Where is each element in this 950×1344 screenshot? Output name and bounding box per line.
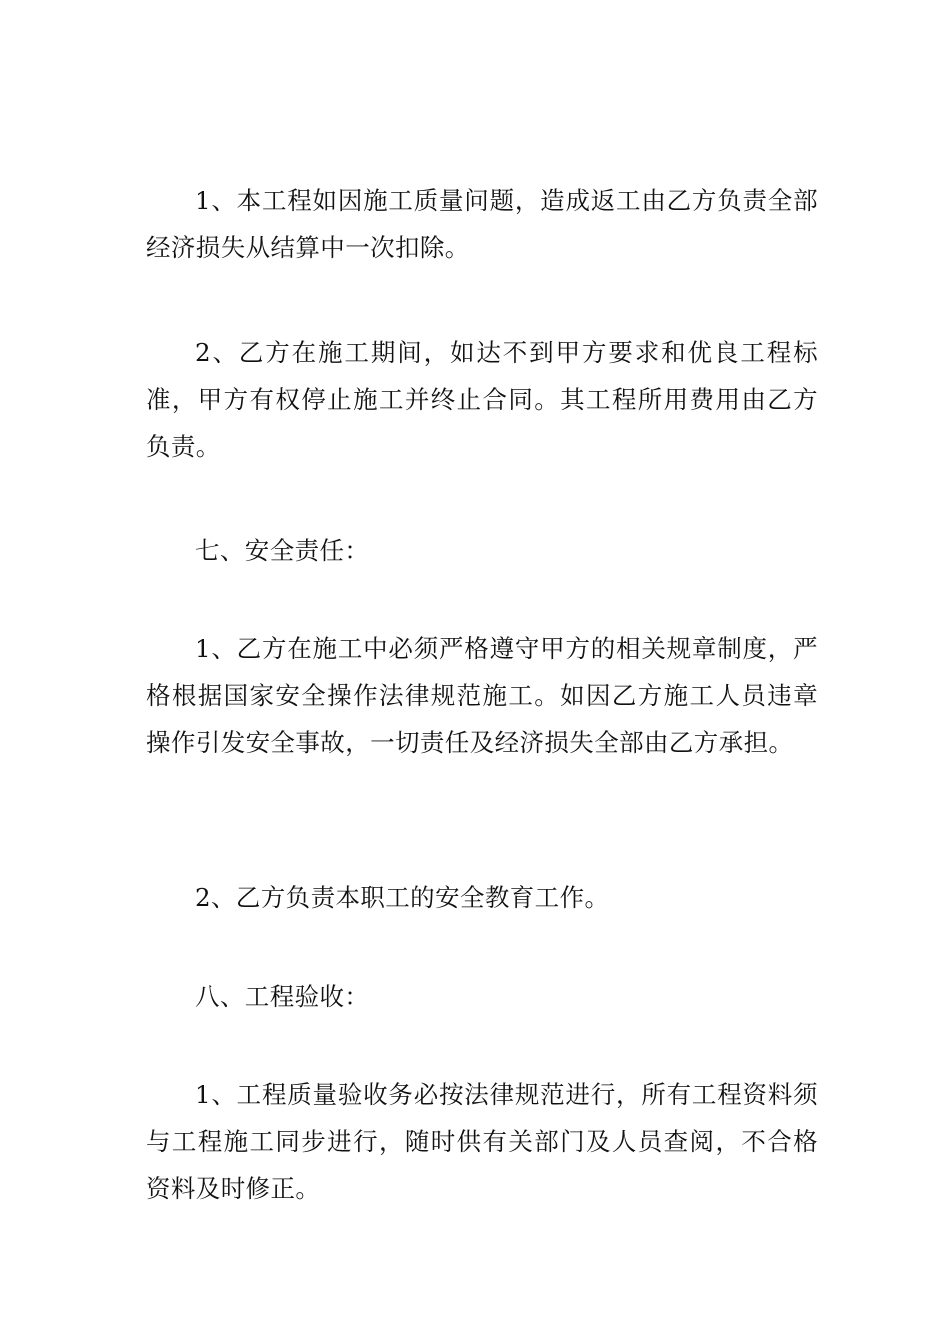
clause-standard-termination: 2、乙方在施工期间，如达不到甲方要求和优良工程标准，甲方有权停止施工并终止合同。其工程所用费用由乙方负责。 <box>146 338 818 461</box>
clause-acceptance-records: 1、工程质量验收务必按法律规范进行，所有工程资料须与工程施工同步进行，随时供有关部门及人员查阅，不合格资料及时修正。 <box>146 1080 818 1203</box>
clause-safety-education: 2、乙方负责本职工的安全教育工作。 <box>195 883 610 912</box>
clause-quality-rework: 1、本工程如因施工质量问题，造成返工由乙方负责全部经济损失从结算中一次扣除。 <box>146 186 818 262</box>
section-heading-safety: 七、安全责任： <box>195 536 370 565</box>
clause-safety-rules: 1、乙方在施工中必须严格遵守甲方的相关规章制度，严格根据国家安全操作法律规范施工。如因乙方施工人员违章操作引发安全事故，一切责任及经济损失全部由乙方承担。 <box>146 634 818 757</box>
section-heading-acceptance: 八、工程验收： <box>195 982 370 1011</box>
